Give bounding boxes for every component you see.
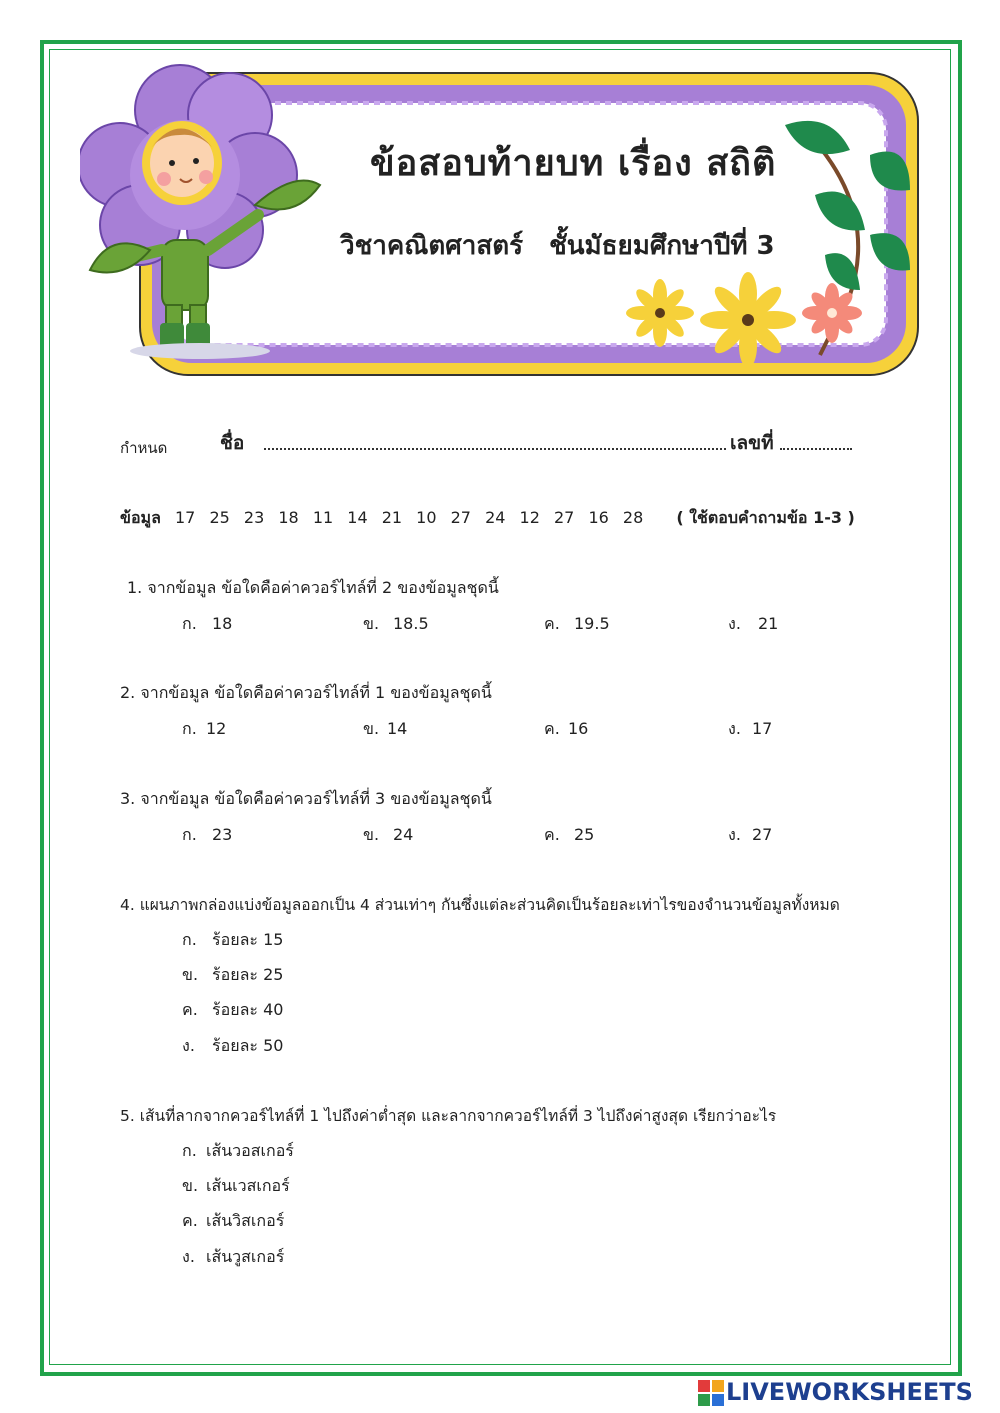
q4-option-a[interactable]: [182, 928, 283, 953]
option-value: ร้อยละ 25: [212, 965, 284, 984]
option-value: 21: [758, 614, 779, 633]
data-value: 11: [312, 508, 334, 527]
option-value: 19.5: [574, 614, 610, 633]
option-key: ง.: [728, 719, 741, 738]
option-key: ค.: [544, 719, 560, 738]
page-title: ข้อสอบท้ายบท เรื่อง สถิติ: [370, 143, 777, 184]
option-value: 18: [212, 614, 233, 633]
option-key: ข.: [182, 1176, 199, 1195]
liveworksheets-watermark: [698, 1378, 994, 1408]
option-key: ง.: [182, 1036, 195, 1055]
option-value: 23: [212, 825, 233, 844]
name-label: ชื่อ: [220, 432, 245, 454]
data-value: 28: [622, 508, 644, 527]
option-key: ง.: [728, 614, 741, 633]
q1-option-c[interactable]: [544, 612, 610, 637]
option-value: 18.5: [393, 614, 429, 633]
option-value: ร้อยละ 50: [212, 1036, 284, 1055]
option-key: ข.: [363, 614, 380, 633]
option-key: ข.: [182, 965, 199, 984]
option-key: ค.: [544, 825, 560, 844]
student-info-row: [120, 428, 860, 458]
q4-option-b[interactable]: [182, 963, 283, 988]
data-value: 14: [347, 508, 368, 527]
q1-option-b[interactable]: [363, 612, 429, 637]
q1-option-a[interactable]: [182, 612, 232, 637]
data-value: 17: [175, 508, 196, 527]
option-value: ร้อยละ 15: [212, 930, 284, 949]
option-key: ข.: [363, 719, 380, 738]
option-value: 16: [568, 719, 589, 738]
name-field[interactable]: [264, 428, 726, 450]
q3-option-d[interactable]: [728, 823, 772, 848]
data-value: 27: [553, 508, 575, 527]
option-key: ก.: [182, 930, 197, 949]
q3-option-b[interactable]: [363, 823, 413, 848]
banner-artwork: [80, 55, 920, 380]
liveworksheets-logo-icon: [698, 1380, 724, 1406]
q2-option-b[interactable]: [363, 717, 407, 742]
q5-option-d[interactable]: [182, 1245, 284, 1270]
q4-option-d[interactable]: [182, 1034, 283, 1059]
data-value: 21: [381, 508, 403, 527]
option-value: 14: [387, 719, 408, 738]
data-set-row: [120, 506, 855, 531]
data-value: 12: [519, 508, 540, 527]
question-1: 1. จากข้อมูล ข้อใดคือค่าควอร์ไทล์ที่ 2 ของข้อมูลชุดนี้: [127, 578, 499, 597]
data-value: 23: [243, 508, 265, 527]
question-3: 3. จากข้อมูล ข้อใดคือค่าควอร์ไทล์ที่ 3 ของข้อมูลชุดนี้: [120, 789, 492, 808]
data-label: ข้อมูล: [120, 508, 161, 527]
option-key: ก.: [182, 1141, 197, 1160]
option-key: ง.: [728, 825, 741, 844]
data-value: 25: [209, 508, 230, 527]
header-banner: [80, 55, 920, 380]
grade-label: ชั้นมัธยมศึกษาปีที่ 3: [549, 231, 775, 261]
option-key: ก.: [182, 614, 197, 633]
watermark-text: LIVEWORKSHEETS: [726, 1378, 973, 1406]
option-value: เส้นวูสเกอร์: [206, 1247, 285, 1266]
number-field[interactable]: [780, 428, 852, 450]
due-label: กำหนด: [120, 439, 168, 457]
q4-option-c[interactable]: [182, 998, 283, 1023]
option-key: ก.: [182, 719, 197, 738]
option-value: 24: [393, 825, 414, 844]
number-label: เลขที่: [730, 432, 774, 454]
option-key: ค.: [544, 614, 560, 633]
option-key: ค.: [182, 1000, 198, 1019]
data-value: 24: [485, 508, 506, 527]
q3-option-c[interactable]: [544, 823, 594, 848]
q2-option-a[interactable]: [182, 717, 226, 742]
option-key: ง.: [182, 1247, 195, 1266]
page-subtitle: [340, 225, 775, 266]
subject-label: วิชาคณิตศาสตร์: [340, 231, 524, 261]
question-4: 4. แผนภาพกล่องแบ่งข้อมูลออกเป็น 4 ส่วนเท่าๆ กันซึ่งแต่ละส่วนคิดเป็นร้อยละเท่าไรของจำนวนข้อมูลทั้งหมด: [120, 896, 840, 914]
option-value: 27: [752, 825, 773, 844]
question-5: 5. เส้นที่ลากจากควอร์ไทล์ที่ 1 ไปถึงค่าต่ำสุด และลากจากควอร์ไทล์ที่ 3 ไปถึงค่าสูงสุด เรียกว่าอะไร: [120, 1107, 777, 1125]
option-value: ร้อยละ 40: [212, 1000, 284, 1019]
q1-option-d[interactable]: [728, 612, 778, 637]
data-value: 16: [588, 508, 609, 527]
data-note: ( ใช้ตอบคำถามข้อ 1-3 ): [676, 508, 855, 527]
data-value: 18: [278, 508, 299, 527]
option-value: เส้นเวสเกอร์: [206, 1176, 290, 1195]
q3-option-a[interactable]: [182, 823, 232, 848]
option-key: ก.: [182, 825, 197, 844]
q2-option-d[interactable]: [728, 717, 772, 742]
option-value: 25: [574, 825, 595, 844]
q5-option-a[interactable]: [182, 1139, 294, 1164]
option-value: เส้นวอสเกอร์: [206, 1141, 294, 1160]
q2-option-c[interactable]: [544, 717, 588, 742]
question-2: 2. จากข้อมูล ข้อใดคือค่าควอร์ไทล์ที่ 1 ของข้อมูลชุดนี้: [120, 683, 492, 702]
option-value: เส้นวิสเกอร์: [206, 1211, 285, 1230]
option-value: 12: [206, 719, 227, 738]
option-value: 17: [752, 719, 773, 738]
option-key: ค.: [182, 1211, 198, 1230]
data-value: 10: [416, 508, 437, 527]
q5-option-c[interactable]: [182, 1209, 284, 1234]
q5-option-b[interactable]: [182, 1174, 290, 1199]
data-value: 27: [450, 508, 471, 527]
option-key: ข.: [363, 825, 380, 844]
